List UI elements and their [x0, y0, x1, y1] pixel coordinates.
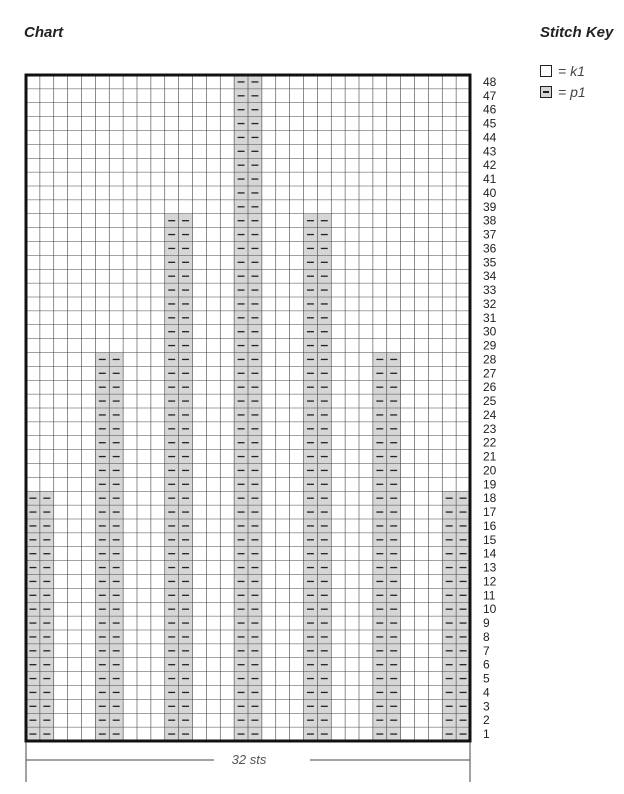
row-number: 31 [483, 310, 497, 325]
row-number: 18 [483, 491, 497, 506]
row-number: 47 [483, 88, 497, 103]
row-number: 6 [483, 657, 490, 672]
stitch-key-title: Stitch Key [540, 24, 614, 41]
row-number: 37 [483, 227, 497, 242]
row-number: 30 [483, 324, 497, 339]
chart-title: Chart [24, 24, 64, 41]
row-number: 43 [483, 144, 497, 159]
row-number: 26 [483, 380, 497, 395]
stitch-width-label: 32 sts [231, 752, 267, 767]
row-number: 24 [483, 407, 497, 422]
row-number: 2 [483, 713, 490, 728]
row-number: 46 [483, 102, 497, 117]
row-number: 19 [483, 477, 497, 492]
row-number: 17 [483, 505, 497, 520]
row-number: 12 [483, 574, 497, 589]
row-number: 9 [483, 616, 490, 631]
row-number: 36 [483, 241, 497, 256]
row-number: 34 [483, 269, 497, 284]
row-number: 25 [483, 394, 497, 409]
row-number: 1 [483, 727, 490, 742]
row-number: 22 [483, 435, 497, 450]
row-number: 38 [483, 213, 497, 228]
key-item-label: = p1 [558, 84, 586, 100]
row-number: 11 [483, 588, 496, 603]
row-number: 40 [483, 185, 497, 200]
row-number: 35 [483, 255, 497, 270]
row-number: 44 [483, 130, 497, 145]
row-number: 42 [483, 158, 497, 173]
row-number: 29 [483, 338, 497, 353]
row-number: 20 [483, 463, 497, 478]
row-number: 33 [483, 283, 497, 298]
row-number: 15 [483, 532, 497, 547]
row-number: 48 [483, 74, 497, 89]
row-number: 3 [483, 699, 490, 714]
row-number: 7 [483, 643, 490, 658]
row-number: 21 [483, 449, 497, 464]
row-number: 32 [483, 296, 497, 311]
key-item-label: = k1 [558, 63, 585, 79]
row-number: 39 [483, 199, 497, 214]
row-number: 23 [483, 421, 497, 436]
row-number: 4 [483, 685, 490, 700]
row-number: 16 [483, 518, 497, 533]
row-number: 13 [483, 560, 497, 575]
row-number: 14 [483, 546, 497, 561]
row-number: 8 [483, 629, 490, 644]
row-number: 45 [483, 116, 497, 131]
row-number: 5 [483, 671, 490, 686]
row-number: 41 [483, 172, 497, 187]
row-number: 28 [483, 352, 497, 367]
row-number: 10 [483, 602, 497, 617]
row-number: 27 [483, 366, 497, 381]
